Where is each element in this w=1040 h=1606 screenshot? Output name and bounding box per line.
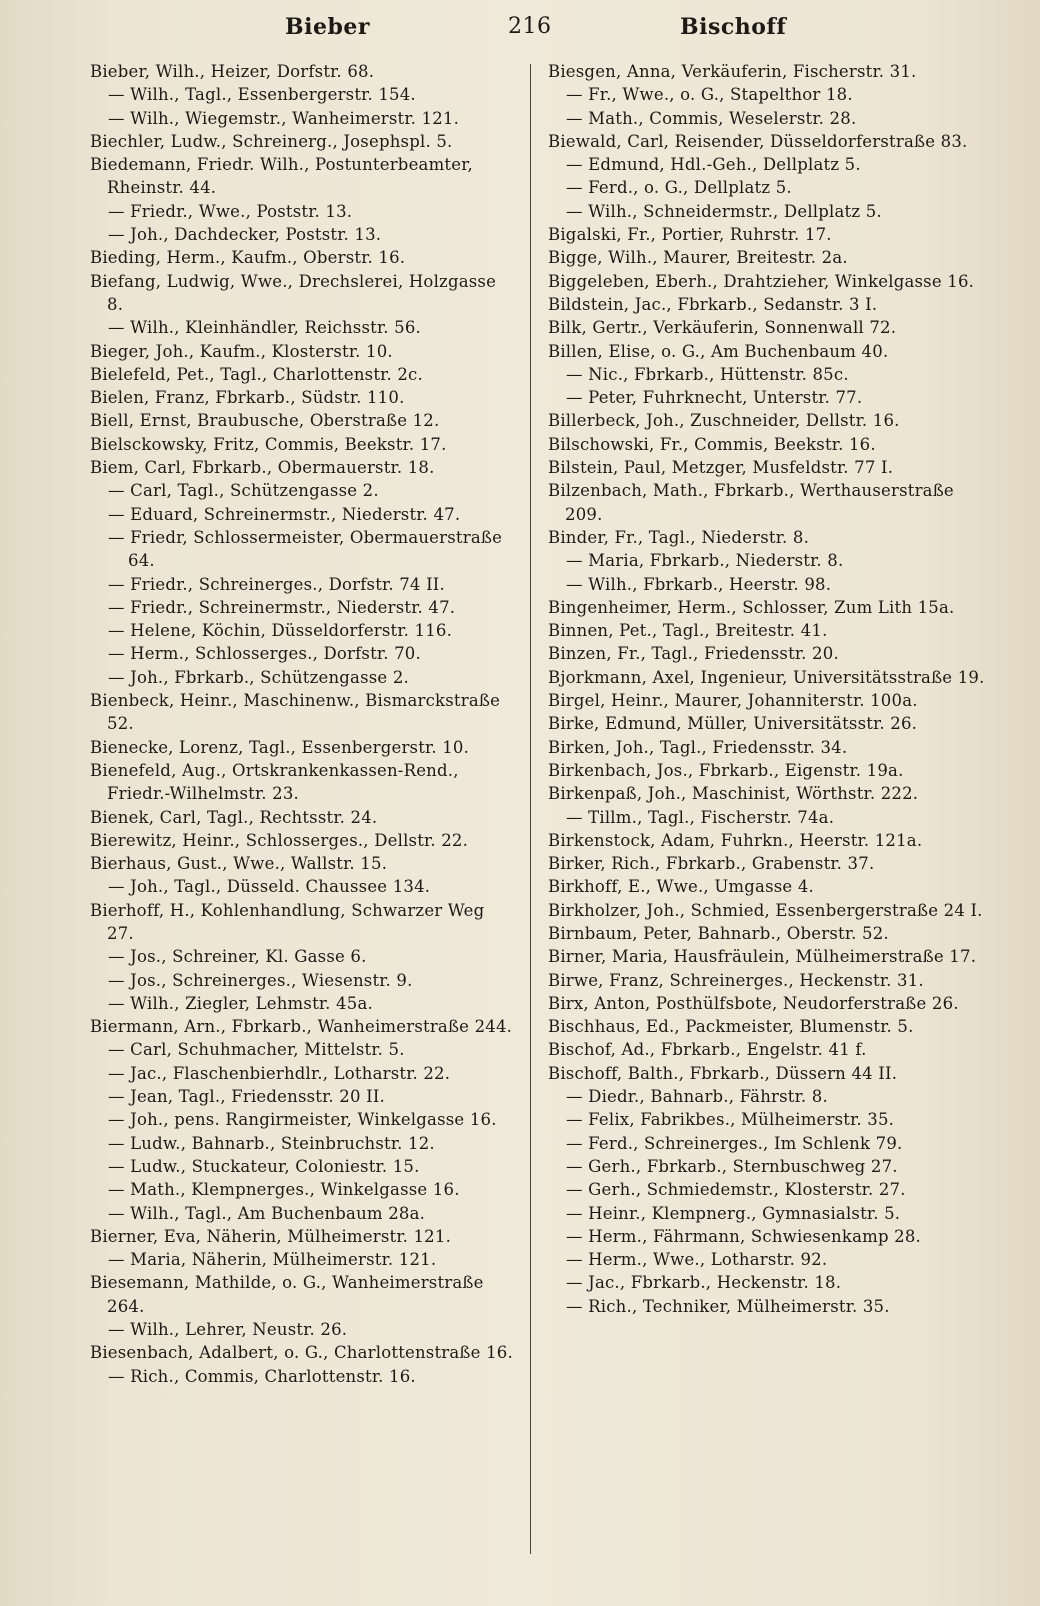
directory-entry: — Helene, Köchin, Düsseldorferstr. 116. bbox=[108, 621, 453, 641]
directory-entry: Binnen, Pet., Tagl., Breitestr. 41. bbox=[548, 621, 828, 641]
directory-entry: Bierhoff, H., Kohlenhandlung, Schwarzer Weg 27. bbox=[90, 900, 485, 943]
directory-entry: Binder, Fr., Tagl., Niederstr. 8. bbox=[548, 527, 810, 547]
directory-entry: Biggeleben, Eberh., Drahtzieher, Winkelgasse 16. bbox=[548, 271, 975, 291]
directory-entry: — Carl, Tagl., Schützengasse 2. bbox=[108, 481, 379, 501]
directory-entry: — Felix, Fabrikbes., Mülheimerstr. 35. bbox=[566, 1110, 895, 1130]
directory-entry: Bielefeld, Pet., Tagl., Charlottenstr. 2c. bbox=[90, 364, 423, 384]
directory-entry: — Math., Commis, Weselerstr. 28. bbox=[566, 108, 857, 128]
directory-entry: Bigge, Wilh., Maurer, Breitestr. 2a. bbox=[548, 248, 848, 268]
directory-entry: — Friedr., Schreinermstr., Niederstr. 47. bbox=[108, 597, 456, 617]
directory-entry: — Wilh., Schneidermstr., Dellplatz 5. bbox=[566, 201, 882, 221]
running-head-right: Bischoff bbox=[680, 14, 787, 40]
running-head bbox=[90, 10, 980, 46]
directory-entry: Birkhoff, E., Wwe., Umgasse 4. bbox=[548, 877, 814, 897]
directory-entry: — Maria, Näherin, Mülheimerstr. 121. bbox=[108, 1250, 437, 1270]
right-column bbox=[548, 60, 988, 1318]
directory-entry: — Carl, Schuhmacher, Mittelstr. 5. bbox=[108, 1040, 405, 1060]
directory-entry: Bieber, Wilh., Heizer, Dorfstr. 68. bbox=[90, 62, 375, 81]
directory-entry: Birx, Anton, Posthülfsbote, Neudorferstraße 26. bbox=[548, 993, 959, 1013]
directory-entry: Bierner, Eva, Näherin, Mülheimerstr. 121. bbox=[90, 1226, 452, 1246]
directory-entry: Birkenbach, Jos., Fbrkarb., Eigenstr. 19a. bbox=[548, 760, 904, 780]
directory-entry: — Heinr., Klempnerg., Gymnasialstr. 5. bbox=[566, 1203, 901, 1223]
directory-entry: Bischoff, Balth., Fbrkarb., Düssern 44 II. bbox=[548, 1063, 898, 1083]
directory-entry: Bilk, Gertr., Verkäuferin, Sonnenwall 72. bbox=[548, 318, 897, 338]
directory-entry: — Joh., Dachdecker, Poststr. 13. bbox=[108, 225, 382, 245]
directory-entry: Bielen, Franz, Fbrkarb., Südstr. 110. bbox=[90, 388, 405, 408]
directory-entry: Biefang, Ludwig, Wwe., Drechslerei, Holzgasse 8. bbox=[90, 271, 497, 314]
directory-entry: — Peter, Fuhrknecht, Unterstr. 77. bbox=[566, 388, 863, 408]
directory-entry: — Herm., Fährmann, Schwiesenkamp 28. bbox=[566, 1226, 921, 1246]
directory-entry: Bilzenbach, Math., Fbrkarb., Werthauserstraße 209. bbox=[548, 481, 954, 524]
directory-entry: — Ferd., o. G., Dellplatz 5. bbox=[566, 178, 792, 198]
directory-entry: Bingenheimer, Herm., Schlosser, Zum Lith 15a. bbox=[548, 597, 955, 617]
directory-entry: — Fr., Wwe., o. G., Stapelthor 18. bbox=[566, 85, 853, 105]
directory-entry: Bienefeld, Aug., Ortskrankenkassen-Rend., Friedr.-Wilhelmstr. 23. bbox=[90, 760, 459, 804]
directory-entry: — Joh., Fbrkarb., Schützengasse 2. bbox=[108, 667, 409, 687]
directory-entry: Biem, Carl, Fbrkarb., Obermauerstr. 18. bbox=[90, 458, 435, 478]
directory-entry: — Wilh., Fbrkarb., Heerstr. 98. bbox=[566, 574, 832, 594]
directory-entry: — Jean, Tagl., Friedensstr. 20 II. bbox=[108, 1087, 385, 1107]
directory-entry: — Maria, Fbrkarb., Niederstr. 8. bbox=[566, 551, 844, 571]
directory-entry: Birkholzer, Joh., Schmied, Essenbergerstraße 24 I. bbox=[548, 900, 983, 920]
directory-entry: Bieding, Herm., Kaufm., Oberstr. 16. bbox=[90, 248, 406, 268]
directory-entry: Biermann, Arn., Fbrkarb., Wanheimerstraße 244. bbox=[90, 1017, 513, 1037]
directory-entry: Birkenstock, Adam, Fuhrkn., Heerstr. 121a. bbox=[548, 830, 923, 850]
column-divider bbox=[530, 64, 531, 1554]
directory-entry: Birnbaum, Peter, Bahnarb., Oberstr. 52. bbox=[548, 923, 889, 943]
directory-entry: Biesgen, Anna, Verkäuferin, Fischerstr. 31. bbox=[548, 62, 917, 81]
directory-entry: — Rich., Commis, Charlottenstr. 16. bbox=[108, 1366, 416, 1386]
directory-entry: Bischof, Ad., Fbrkarb., Engelstr. 41 f. bbox=[548, 1040, 867, 1060]
directory-entry: — Gerh., Fbrkarb., Sternbuschweg 27. bbox=[566, 1156, 898, 1176]
directory-entry: Bienecke, Lorenz, Tagl., Essenbergerstr. 10. bbox=[90, 737, 470, 757]
directory-entry: Bildstein, Jac., Fbrkarb., Sedanstr. 3 I. bbox=[548, 294, 878, 314]
directory-entry: — Wilh., Kleinhändler, Reichsstr. 56. bbox=[108, 318, 421, 338]
directory-entry: — Ludw., Bahnarb., Steinbruchstr. 12. bbox=[108, 1133, 435, 1153]
directory-entry: — Nic., Fbrkarb., Hüttenstr. 85c. bbox=[566, 364, 849, 384]
directory-entry: — Friedr., Schreinerges., Dorfstr. 74 II. bbox=[108, 574, 445, 594]
directory-entry: — Wilh., Wiegemstr., Wanheimerstr. 121. bbox=[108, 108, 460, 128]
directory-entry: — Friedr, Schlossermeister, Obermauerstraße 64. bbox=[108, 527, 503, 571]
directory-entry: — Friedr., Wwe., Poststr. 13. bbox=[108, 201, 353, 221]
directory-entry: — Jac., Flaschenbierhdlr., Lotharstr. 22. bbox=[108, 1063, 451, 1083]
directory-entry: — Rich., Techniker, Mülheimerstr. 35. bbox=[566, 1296, 890, 1316]
directory-entry: Biell, Ernst, Braubusche, Oberstraße 12. bbox=[90, 411, 440, 431]
directory-entry: Bjorkmann, Axel, Ingenieur, Universitätsstraße 19. bbox=[548, 667, 985, 687]
directory-entry: Birner, Maria, Hausfräulein, Mülheimerstraße 17. bbox=[548, 947, 977, 967]
directory-entry: — Math., Klempnerges., Winkelgasse 16. bbox=[108, 1180, 460, 1200]
directory-entry: — Eduard, Schreinermstr., Niederstr. 47. bbox=[108, 504, 461, 524]
directory-entry: Bischhaus, Ed., Packmeister, Blumenstr. 5. bbox=[548, 1017, 914, 1037]
directory-entry: Bigalski, Fr., Portier, Ruhrstr. 17. bbox=[548, 225, 832, 245]
directory-entry: — Tillm., Tagl., Fischerstr. 74a. bbox=[566, 807, 835, 827]
directory-entry: Bienbeck, Heinr., Maschinenw., Bismarckstraße 52. bbox=[90, 691, 501, 734]
directory-entry: Biesemann, Mathilde, o. G., Wanheimerstraße 264. bbox=[90, 1273, 484, 1316]
running-head-left: Bieber bbox=[285, 14, 370, 40]
directory-entry: Billerbeck, Joh., Zuschneider, Dellstr. 16. bbox=[548, 411, 900, 431]
directory-entry: Birgel, Heinr., Maurer, Johanniterstr. 100a. bbox=[548, 691, 918, 711]
directory-entry: — Jac., Fbrkarb., Heckenstr. 18. bbox=[566, 1273, 842, 1293]
left-column bbox=[90, 60, 515, 1388]
directory-entry: — Herm., Schlosserges., Dorfstr. 70. bbox=[108, 644, 421, 664]
directory-entry: Birker, Rich., Fbrkarb., Grabenstr. 37. bbox=[548, 854, 875, 874]
directory-entry: — Edmund, Hdl.-Geh., Dellplatz 5. bbox=[566, 155, 861, 175]
directory-entry: — Herm., Wwe., Lotharstr. 92. bbox=[566, 1250, 828, 1270]
directory-entry: — Wilh., Tagl., Am Buchenbaum 28a. bbox=[108, 1203, 426, 1223]
directory-entry: Bilschowski, Fr., Commis, Beekstr. 16. bbox=[548, 434, 876, 454]
directory-entry: — Wilh., Lehrer, Neustr. 26. bbox=[108, 1320, 348, 1340]
page-number: 216 bbox=[508, 14, 552, 39]
directory-entry: — Diedr., Bahnarb., Fährstr. 8. bbox=[566, 1087, 828, 1107]
directory-entry: — Ferd., Schreinerges., Im Schlenk 79. bbox=[566, 1133, 903, 1153]
directory-entry: Birke, Edmund, Müller, Universitätsstr. 26. bbox=[548, 714, 918, 734]
directory-entry: Bieger, Joh., Kaufm., Klosterstr. 10. bbox=[90, 341, 393, 361]
directory-entry: — Joh., pens. Rangirmeister, Winkelgasse 16. bbox=[108, 1110, 497, 1130]
directory-entry: — Wilh., Tagl., Essenbergerstr. 154. bbox=[108, 85, 416, 105]
directory-entry: Biesenbach, Adalbert, o. G., Charlottenstraße 16. bbox=[90, 1343, 513, 1363]
directory-entry: Bierhaus, Gust., Wwe., Wallstr. 15. bbox=[90, 854, 388, 874]
directory-entry: Biechler, Ludw., Schreinerg., Josephspl. 5. bbox=[90, 131, 453, 151]
directory-entry: Bienek, Carl, Tagl., Rechtsstr. 24. bbox=[90, 807, 378, 827]
directory-entry: Billen, Elise, o. G., Am Buchenbaum 40. bbox=[548, 341, 889, 361]
directory-entry: Birken, Joh., Tagl., Friedensstr. 34. bbox=[548, 737, 848, 757]
directory-entry: Biewald, Carl, Reisender, Düsseldorferstraße 83. bbox=[548, 131, 968, 151]
directory-entry: — Jos., Schreiner, Kl. Gasse 6. bbox=[108, 947, 367, 967]
directory-entry: — Joh., Tagl., Düsseld. Chaussee 134. bbox=[108, 877, 431, 897]
directory-entry: Birkenpaß, Joh., Maschinist, Wörthstr. 222. bbox=[548, 784, 919, 804]
directory-entry: Biedemann, Friedr. Wilh., Postunterbeamter, Rheinstr. 44. bbox=[90, 155, 473, 198]
directory-entry: Bierewitz, Heinr., Schlosserges., Dellstr. 22. bbox=[90, 830, 469, 850]
directory-entry: Bilstein, Paul, Metzger, Musfeldstr. 77 I. bbox=[548, 458, 894, 478]
directory-entry: Bielsckowsky, Fritz, Commis, Beekstr. 17. bbox=[90, 434, 447, 454]
directory-entry: — Ludw., Stuckateur, Coloniestr. 15. bbox=[108, 1156, 420, 1176]
directory-entry: Birwe, Franz, Schreinerges., Heckenstr. 31. bbox=[548, 970, 924, 990]
directory-entry: Binzen, Fr., Tagl., Friedensstr. 20. bbox=[548, 644, 839, 664]
directory-entry: — Gerh., Schmiedemstr., Klosterstr. 27. bbox=[566, 1180, 906, 1200]
directory-entry: — Wilh., Ziegler, Lehmstr. 45a. bbox=[108, 993, 373, 1013]
directory-entry: — Jos., Schreinerges., Wiesenstr. 9. bbox=[108, 970, 413, 990]
